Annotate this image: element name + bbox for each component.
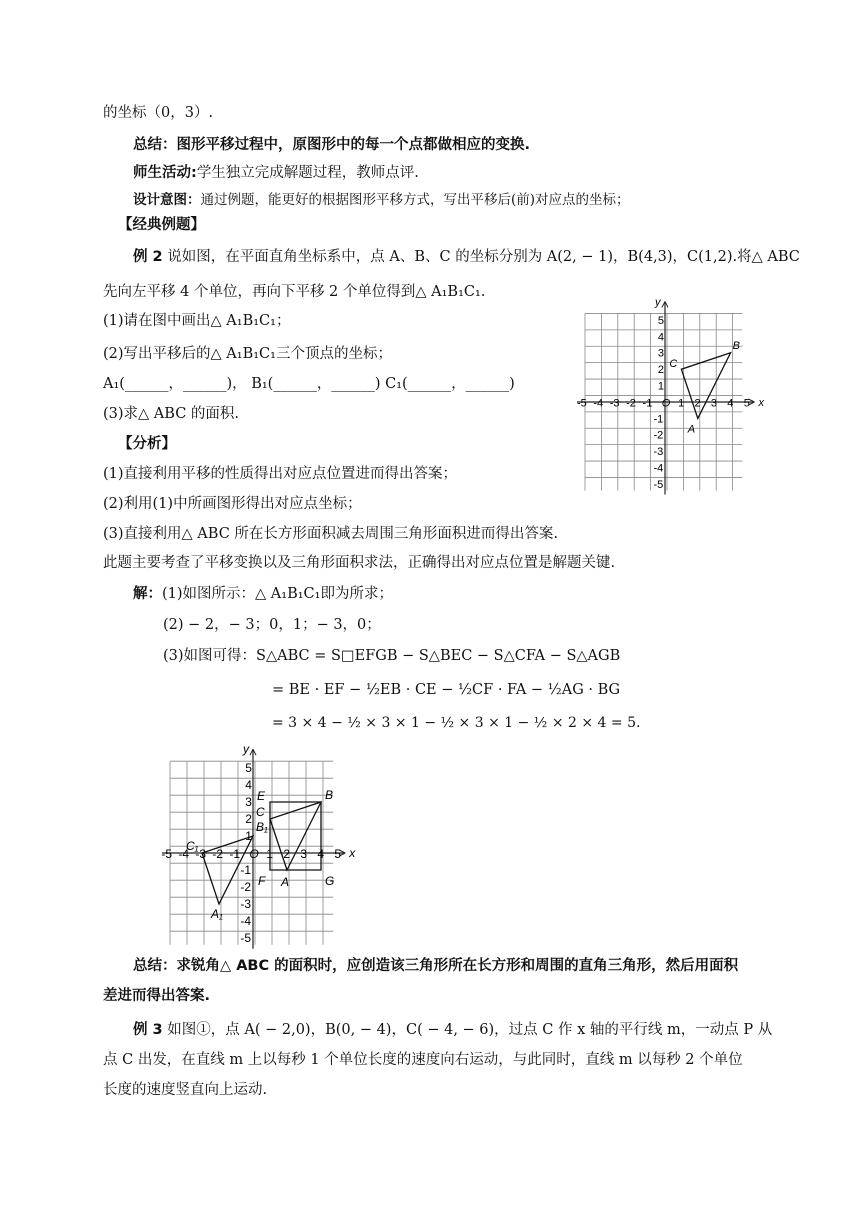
y-tick-label: 2 bbox=[245, 812, 252, 827]
x-tick-label: 3 bbox=[300, 846, 308, 861]
analysis-heading: 【分析】 bbox=[118, 436, 176, 452]
example-3-text: 如图①，点 A( − 2,0)，B(0, − 4)，C( − 4, − 6)，过点 C 作 x 轴的平行线 m，一动点 P 从 bbox=[167, 1022, 773, 1038]
x-tick-label: 3 bbox=[710, 397, 718, 410]
design-intent bbox=[133, 190, 630, 210]
solution-2: (2) − 2，− 3；0，1；− 3，0； bbox=[163, 617, 381, 633]
x-tick-label: O bbox=[661, 397, 671, 410]
text-line-coordinate: 的坐标（0，3）. bbox=[103, 105, 214, 121]
question-3: (3)求△ ABC 的面积. bbox=[103, 406, 240, 422]
x-tick-label: 2 bbox=[694, 397, 701, 410]
y-tick-label: 3 bbox=[657, 347, 664, 360]
activity-label: 师生活动: bbox=[133, 165, 197, 181]
x-tick-label: 4 bbox=[727, 397, 734, 410]
x-tick-label: -5 bbox=[161, 846, 173, 861]
point-label-a1: A₁ bbox=[211, 907, 223, 921]
x-tick-label: -2 bbox=[626, 397, 636, 410]
y-tick-label: -2 bbox=[653, 429, 664, 442]
x-tick-label: 1 bbox=[678, 397, 685, 410]
summary-2-text: 求锐角△ ABC 的面积时，应创造该三角形所在长方形和周围的直角三角形，然后用面积 bbox=[176, 958, 739, 974]
x-tick-label: 1 bbox=[266, 846, 274, 861]
question-1: (1)请在图中画出△ A₁B₁C₁； bbox=[103, 313, 291, 329]
point-label-c: C bbox=[256, 805, 265, 819]
y-tick-label: 4 bbox=[245, 778, 252, 793]
y-tick-label: 3 bbox=[245, 795, 252, 810]
analysis-3: (3)直接利用△ ABC 所在长方形面积减去周围三角形面积进而得出答案. bbox=[103, 526, 559, 542]
point-label-g: G bbox=[325, 874, 335, 888]
point-label-c1: C₁ bbox=[186, 839, 199, 853]
solution-3: (3)如图可得：S△ABC = S□EFGB − S△BEC − S△CFA − S△AGB bbox=[163, 648, 621, 664]
y-tick-label: 5 bbox=[657, 314, 664, 327]
x-tick-label: -1 bbox=[642, 397, 653, 410]
example-2-line-2: 先向左平移 4 个单位，再向下平移 2 个单位得到△ A₁B₁C₁. bbox=[103, 284, 486, 300]
y-tick-label: 4 bbox=[657, 331, 664, 344]
y-tick-label: -5 bbox=[653, 478, 664, 491]
point-label-c: C bbox=[669, 358, 678, 371]
x-tick-label: -3 bbox=[195, 846, 207, 861]
solution-4: = BE · EF − ½EB · CE − ½CF · FA − ½AG · BG bbox=[272, 682, 621, 698]
y-tick-label: 2 bbox=[657, 364, 664, 377]
answer-blanks: A₁(______，______)， B₁(______，______) C₁(______，______) bbox=[103, 376, 515, 392]
coordinate-grid-figure-2 bbox=[130, 740, 390, 946]
y-tick-label: -1 bbox=[240, 863, 252, 878]
activity bbox=[133, 163, 419, 183]
x-tick-label: -5 bbox=[576, 397, 587, 410]
x-tick-label: -4 bbox=[178, 846, 190, 861]
point-label-b1: B₁ bbox=[256, 820, 268, 834]
solution-label: 解： bbox=[133, 586, 162, 602]
summary-1 bbox=[133, 135, 530, 155]
design-label: 设计意图： bbox=[133, 192, 201, 208]
x-tick-label: -4 bbox=[593, 397, 604, 410]
summary-2-line-1 bbox=[133, 956, 738, 976]
point-label-b: B bbox=[325, 788, 334, 802]
point-label-f: F bbox=[258, 874, 266, 888]
summary-1-label: 总结： bbox=[133, 137, 177, 153]
solution-1 bbox=[133, 584, 393, 604]
y-tick-label: -2 bbox=[240, 880, 252, 895]
example-2-line-1 bbox=[133, 247, 800, 267]
coordinate-grid-figure-1 bbox=[576, 288, 775, 493]
x-tick-label: 5 bbox=[334, 846, 342, 861]
y-tick-label: -3 bbox=[240, 897, 252, 912]
example-2-label: 例 2 bbox=[133, 249, 163, 265]
summary-2-label: 总结： bbox=[133, 958, 177, 974]
point-label-e: E bbox=[257, 789, 266, 803]
y-tick-label: 1 bbox=[245, 829, 252, 844]
solution-1-text: (1)如图所示：△ A₁B₁C₁即为所求； bbox=[162, 586, 393, 602]
x-axis-label: x bbox=[349, 846, 356, 860]
point-label-a: A bbox=[687, 423, 696, 436]
point-label-a: A bbox=[281, 875, 290, 889]
example-3-line-1 bbox=[133, 1020, 772, 1040]
x-tick-label: 5 bbox=[743, 397, 750, 410]
x-tick-label: -2 bbox=[212, 846, 224, 861]
y-tick-label: -1 bbox=[653, 413, 664, 426]
activity-text: 学生独立完成解题过程，教师点评. bbox=[196, 165, 419, 181]
y-axis-label: y bbox=[243, 742, 249, 757]
x-tick-label: O bbox=[249, 846, 259, 861]
y-tick-label: -4 bbox=[653, 462, 664, 475]
point-label-b: B bbox=[732, 339, 740, 352]
y-tick-label: 5 bbox=[245, 761, 252, 776]
x-tick-label: -3 bbox=[609, 397, 620, 410]
example-3-line-2: 点 C 出发，在直线 m 上以每秒 1 个单位长度的速度向右运动，与此同时，直线 m 以每秒 2 个单位 bbox=[103, 1052, 743, 1068]
analysis-1: (1)直接利用平移的性质得出对应点位置进而得出答案； bbox=[103, 466, 458, 482]
question-2: (2)写出平移后的△ A₁B₁C₁三个顶点的坐标； bbox=[103, 346, 392, 362]
y-tick-label: -3 bbox=[653, 446, 664, 459]
y-tick-label: -4 bbox=[240, 914, 252, 929]
x-tick-label: 2 bbox=[283, 846, 291, 861]
solution-5: = 3 × 4 − ½ × 3 × 1 − ½ × 3 × 1 − ½ × 2 × 4 = 5. bbox=[272, 715, 641, 731]
section-heading: 【经典例题】 bbox=[118, 217, 205, 233]
summary-2-line-2: 差进而得出答案. bbox=[103, 988, 211, 1004]
x-axis-label: x bbox=[758, 397, 764, 409]
example-3-line-3: 长度的速度竖直向上运动. bbox=[103, 1082, 268, 1098]
y-axis-label: y bbox=[655, 296, 661, 309]
example-2-text: 说如图，在平面直角坐标系中，点 A、B、C 的坐标分别为 A(2, − 1)，B(4,3)，C(1,2).将△ ABC bbox=[167, 249, 800, 265]
design-text: 通过例题，能更好的根据图形平移方式，写出平移后(前)对应点的坐标； bbox=[200, 192, 630, 208]
y-tick-label: -5 bbox=[240, 931, 252, 946]
summary-1-text: 图形平移过程中，原图形中的每一个点都做相应的变换. bbox=[176, 137, 531, 153]
analysis-4: 此题主要考查了平移变换以及三角形面积求法，正确得出对应点位置是解题关键. bbox=[103, 555, 616, 571]
example-3-label: 例 3 bbox=[133, 1022, 163, 1038]
x-tick-label: -1 bbox=[229, 846, 241, 861]
x-tick-label: 4 bbox=[317, 846, 325, 861]
y-tick-label: 1 bbox=[657, 380, 664, 393]
analysis-2: (2)利用(1)中所画图形得出对应点坐标； bbox=[103, 496, 362, 512]
